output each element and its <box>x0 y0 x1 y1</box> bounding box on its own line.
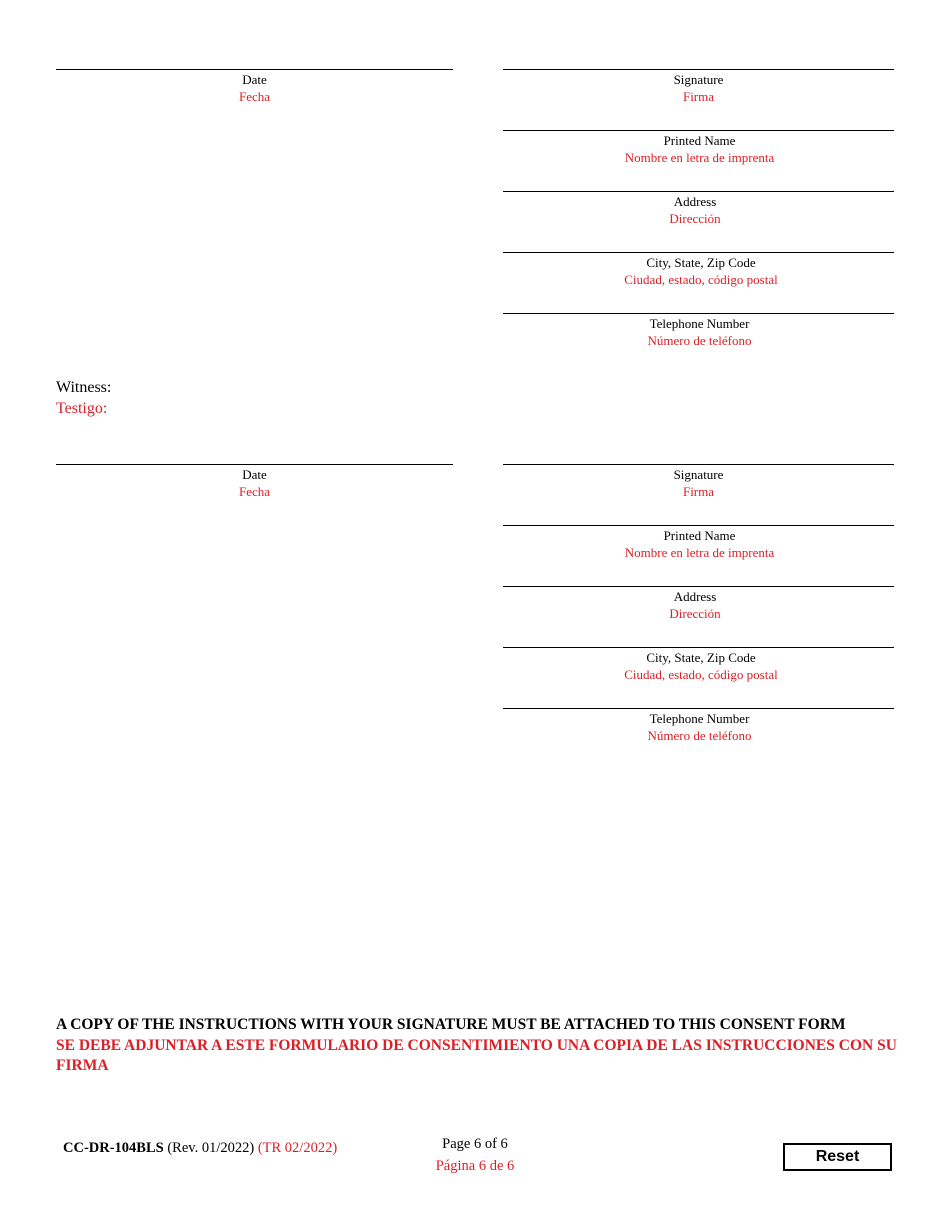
address-line[interactable] <box>503 191 894 192</box>
date-label <box>56 71 453 105</box>
witness-city-state-zip-line[interactable] <box>503 647 894 648</box>
attachment-notice-en: A COPY OF THE INSTRUCTIONS WITH YOUR SIGNATURE MUST BE ATTACHED TO THIS CONSENT FORM <box>56 1016 846 1033</box>
witness-signature-line[interactable] <box>503 464 894 465</box>
date-label-es: Fecha <box>238 89 271 104</box>
attachment-notice <box>56 1015 901 1077</box>
form-translation-revision: (TR 02/2022) <box>257 1140 338 1156</box>
address-label-en: Address <box>673 194 717 209</box>
witness-telephone-line[interactable] <box>503 708 894 709</box>
witness-address-label-es: Dirección <box>669 606 721 621</box>
witness-telephone-label-es: Número de teléfono <box>647 728 752 743</box>
page-number <box>420 1133 530 1177</box>
witness-printed-name-label-es: Nombre en letra de imprenta <box>624 545 775 560</box>
witness-date-label-es: Fecha <box>238 484 271 499</box>
city-state-zip-label-es: Ciudad, estado, código postal <box>624 272 778 287</box>
signature-line[interactable] <box>503 69 894 70</box>
witness-address-label <box>503 588 887 622</box>
signature-label <box>503 71 894 105</box>
attachment-notice-es: SE DEBE ADJUNTAR A ESTE FORMULARIO DE CONSENTIMIENTO UNA COPIA DE LAS INSTRUCCIONES CON SU FIRMA <box>56 1036 897 1074</box>
address-label <box>503 193 887 227</box>
city-state-zip-label-en: City, State, Zip Code <box>646 255 756 270</box>
city-state-zip-line[interactable] <box>503 252 894 253</box>
witness-signature-label-es: Firma <box>682 484 715 499</box>
witness-city-state-zip-label <box>503 649 899 683</box>
page-number-es: Página 6 de 6 <box>435 1158 515 1174</box>
witness-printed-name-label <box>503 527 896 561</box>
witness-telephone-label <box>503 710 896 744</box>
reset-button[interactable]: Reset <box>783 1143 892 1171</box>
printed-name-label <box>503 132 896 166</box>
address-label-es: Dirección <box>669 211 721 226</box>
printed-name-line[interactable] <box>503 130 894 131</box>
witness-date-label <box>56 466 453 500</box>
form-id <box>63 1140 337 1157</box>
witness-city-state-zip-label-en: City, State, Zip Code <box>646 650 756 665</box>
witness-label-en: Witness: <box>56 379 112 396</box>
witness-heading <box>56 377 111 419</box>
witness-printed-name-label-en: Printed Name <box>663 528 736 543</box>
form-revision: (Rev. 01/2022) <box>167 1140 255 1156</box>
witness-telephone-label-en: Telephone Number <box>649 711 750 726</box>
date-label-en: Date <box>242 72 267 87</box>
telephone-label <box>503 315 896 349</box>
printed-name-label-en: Printed Name <box>663 133 736 148</box>
telephone-line[interactable] <box>503 313 894 314</box>
witness-date-label-en: Date <box>242 467 267 482</box>
form-number: CC-DR-104BLS <box>63 1140 164 1156</box>
witness-printed-name-line[interactable] <box>503 525 894 526</box>
witness-address-label-en: Address <box>673 589 717 604</box>
printed-name-label-es: Nombre en letra de imprenta <box>624 150 775 165</box>
witness-signature-label-en: Signature <box>673 467 724 482</box>
telephone-label-es: Número de teléfono <box>647 333 752 348</box>
telephone-label-en: Telephone Number <box>649 316 750 331</box>
witness-label-es: Testigo: <box>56 400 108 417</box>
witness-address-line[interactable] <box>503 586 894 587</box>
witness-signature-label <box>503 466 894 500</box>
signature-label-en: Signature <box>673 72 724 87</box>
city-state-zip-label <box>503 254 899 288</box>
witness-date-line[interactable] <box>56 464 453 465</box>
page-number-en: Page 6 of 6 <box>442 1136 508 1152</box>
witness-city-state-zip-label-es: Ciudad, estado, código postal <box>624 667 778 682</box>
signature-label-es: Firma <box>682 89 715 104</box>
date-line[interactable] <box>56 69 453 70</box>
